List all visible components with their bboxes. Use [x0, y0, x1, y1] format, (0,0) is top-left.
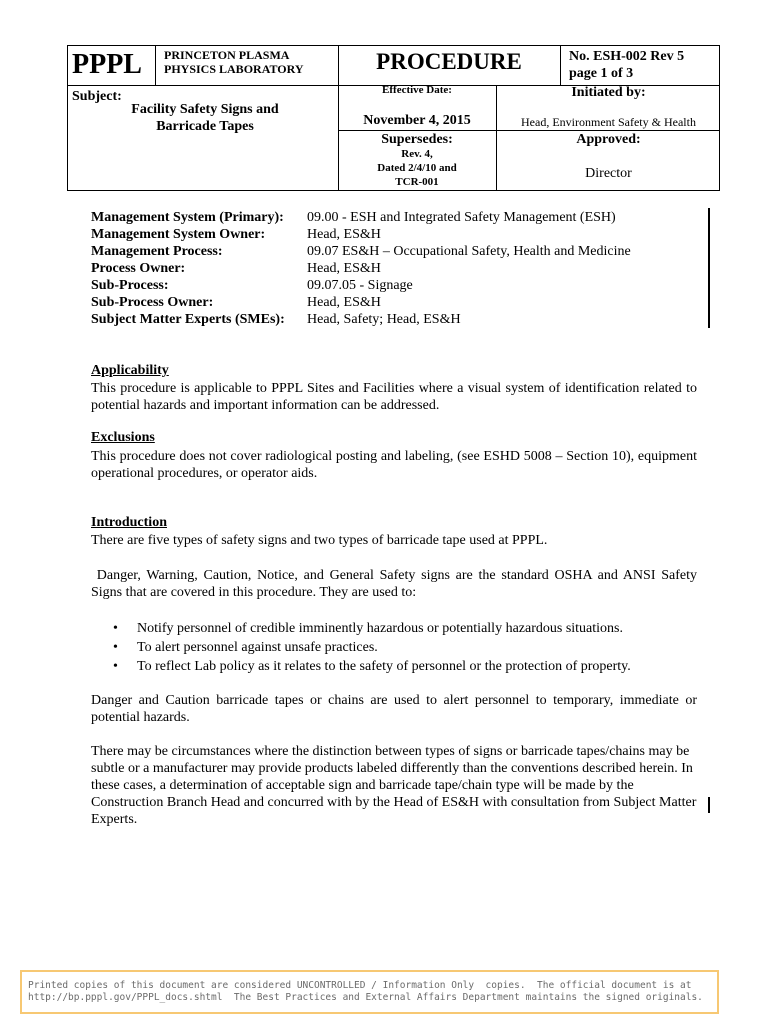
introduction-heading: Introduction	[91, 515, 167, 530]
subject-label: Subject:	[72, 89, 122, 104]
lab-name-line1: PRINCETON PLASMA	[164, 48, 290, 62]
applicability-text: This procedure is applicable to PPPL Sites and Facilities where a visual system of identification related to potential hazards and important information can be addressed.	[91, 381, 697, 413]
meta-value: Head, ES&H	[307, 295, 381, 310]
meta-value: Head, ES&H	[307, 227, 381, 242]
bullet-icon: •	[113, 659, 118, 674]
introduction-paragraph-3: Danger and Caution barricade tapes or chains are used to alert personnel to temporary, immediate or potential hazards.	[91, 693, 697, 725]
meta-value: 09.07 ES&H – Occupational Safety, Health and Medicine	[307, 244, 631, 259]
approved-by-value: Director	[585, 166, 632, 181]
introduction-paragraph-1: There are five types of safety signs and two types of barricade tape used at PPPL.	[91, 533, 548, 548]
revision-change-bar	[708, 208, 710, 328]
usage-bullet-list	[113, 619, 631, 676]
list-item-text: Notify personnel of credible imminently hazardous or potentially hazardous situations.	[137, 621, 623, 636]
supersedes-label: Supersedes:	[381, 132, 453, 147]
footer-line1: Printed copies of this document are considered UNCONTROLLED / Information Only copies. The official document is at	[28, 980, 692, 991]
page-info: page 1 of 3	[569, 66, 634, 81]
applicability-heading: Applicability	[91, 363, 169, 378]
lab-name-line2: PHYSICS LABORATORY	[164, 62, 304, 76]
meta-value: 09.07.05 - Signage	[307, 278, 413, 293]
exclusions-heading: Exclusions	[91, 430, 155, 445]
revision-change-bar	[708, 797, 710, 813]
meta-value: 09.00 - ESH and Integrated Safety Management (ESH)	[307, 210, 616, 225]
list-item	[113, 657, 631, 676]
meta-value: Head, Safety; Head, ES&H	[307, 312, 461, 327]
meta-label: Subject Matter Experts (SMEs):	[91, 312, 285, 327]
bullet-icon: •	[113, 621, 118, 636]
list-item-text: To reflect Lab policy as it relates to the safety of personnel or the protection of property.	[137, 659, 631, 674]
approved-label: Approved:	[576, 132, 641, 147]
supersedes-line2: Dated 2/4/10 and	[377, 162, 457, 174]
supersedes-line3: TCR-001	[395, 176, 439, 188]
bullet-icon: •	[113, 640, 118, 655]
header-divider	[560, 45, 561, 85]
supersedes-line1: Rev. 4,	[401, 148, 433, 160]
document-type-title: PROCEDURE	[376, 49, 522, 74]
effective-date-label: Effective Date:	[382, 84, 452, 96]
initiated-by-value: Head, Environment Safety & Health	[521, 115, 696, 129]
meta-label: Sub-Process:	[91, 278, 169, 293]
header-divider	[155, 45, 156, 85]
list-item	[113, 619, 631, 638]
meta-label: Management System (Primary):	[91, 210, 284, 225]
introduction-paragraph-2: Danger, Warning, Caution, Notice, and General Safety signs are the standard OSHA and ANSI Safety Signs that are covered in this procedure. They are used to:	[91, 568, 701, 600]
meta-label: Sub-Process Owner:	[91, 295, 214, 310]
list-item-text: To alert personnel against unsafe practices.	[137, 640, 378, 655]
meta-label: Management System Owner:	[91, 227, 266, 242]
effective-date-value: November 4, 2015	[363, 113, 471, 128]
meta-label: Management Process:	[91, 244, 223, 259]
meta-label: Process Owner:	[91, 261, 186, 276]
document-number: No. ESH-002 Rev 5	[569, 49, 685, 64]
subject-line1: Facility Safety Signs and	[131, 102, 279, 117]
footer-line2: http://bp.pppl.gov/PPPL_docs.shtml The Best Practices and External Affairs Department maintains the signed originals.	[28, 992, 703, 1003]
uncontrolled-copy-notice	[20, 970, 719, 1014]
exclusions-text: This procedure does not cover radiological posting and labeling, (see ESHD 5008 – Section 10), equipment operational procedures, or operator aids.	[91, 449, 697, 481]
subject-line2: Barricade Tapes	[156, 119, 254, 134]
introduction-paragraph-4: There may be circumstances where the distinction between types of signs or barricade tapes/chains may be subtle or a manufacturer may provide products labeled differently than the conventions described herein. In these cases, a determination of acceptable sign and barricade tape/chain type will be made by the Construction Branch Head and concurred with by the Head of ES&H with consultation from Subject Matter Experts.	[91, 744, 697, 827]
meta-value: Head, ES&H	[307, 261, 381, 276]
pppl-logo-text: PPPL	[72, 49, 142, 80]
initiated-by-label: Initiated by:	[571, 85, 646, 100]
list-item	[113, 638, 631, 657]
